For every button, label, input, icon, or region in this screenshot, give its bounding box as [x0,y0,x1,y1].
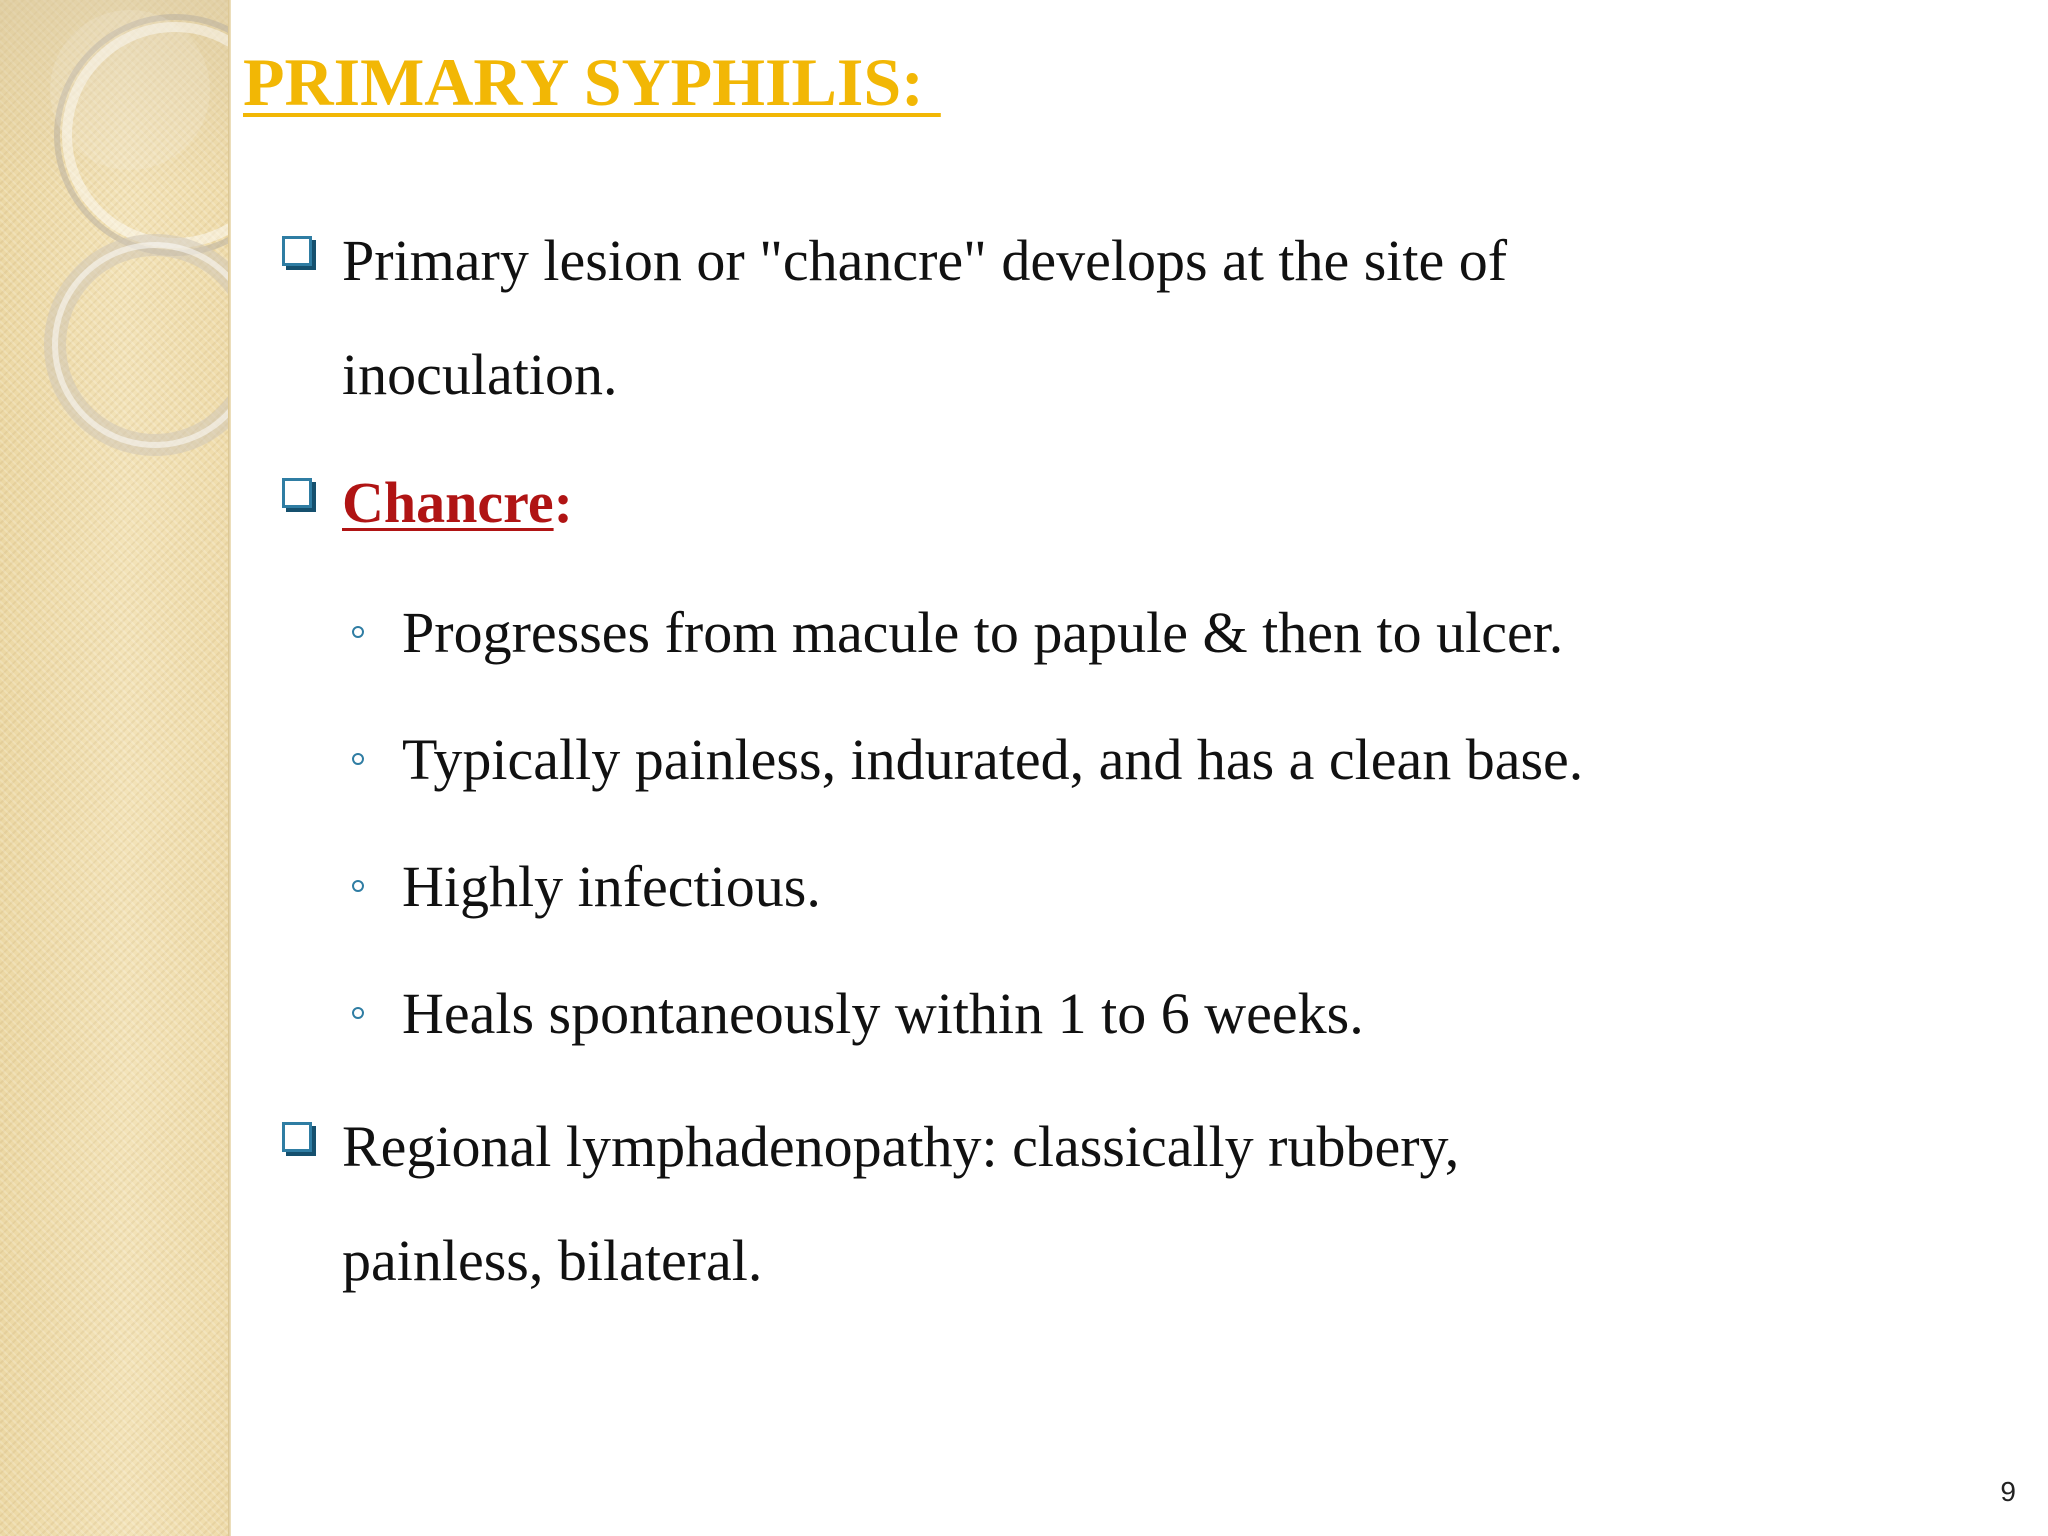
chancre-colon: : [553,470,573,535]
checkbox-bullet-icon [282,1122,312,1152]
chancre-heading [342,468,573,538]
circle-bullet-icon [352,880,364,892]
chancre-subitem: Heals spontaneously within 1 to 6 weeks. [402,981,1364,1046]
circle-bullet-icon [352,753,364,765]
chancre-subitem: Progresses from macule to papule & then to ulcer. [402,600,1564,665]
checkbox-bullet-icon [282,236,312,266]
bullet-3-line-2: painless, bilateral. [342,1228,763,1293]
decorative-sidebar [0,0,228,1536]
slide-title: PRIMARY SYPHILIS: [243,44,941,120]
chancre-subitem: Typically painless, indurated, and has a clean base. [402,727,1584,792]
sidebar-rings-graphic [0,0,228,1536]
ring-glow [50,10,210,170]
page-number: 9 [2000,1476,2016,1507]
small-ring-highlight [55,245,228,445]
circle-bullet-icon [352,626,364,638]
checkbox-bullet-icon [282,478,312,508]
circle-bullet-icon [352,1007,364,1019]
bullet-1-line-2: inoculation. [342,342,618,407]
sidebar-divider [228,0,231,1536]
bullet-1-line-1: Primary lesion or "chancre" develops at the site of [342,228,1508,293]
bullet-3-line-1: Regional lymphadenopathy: classically rubbery, [342,1114,1460,1179]
chancre-subitem: Highly infectious. [402,854,821,919]
chancre-label: Chancre [342,470,554,535]
